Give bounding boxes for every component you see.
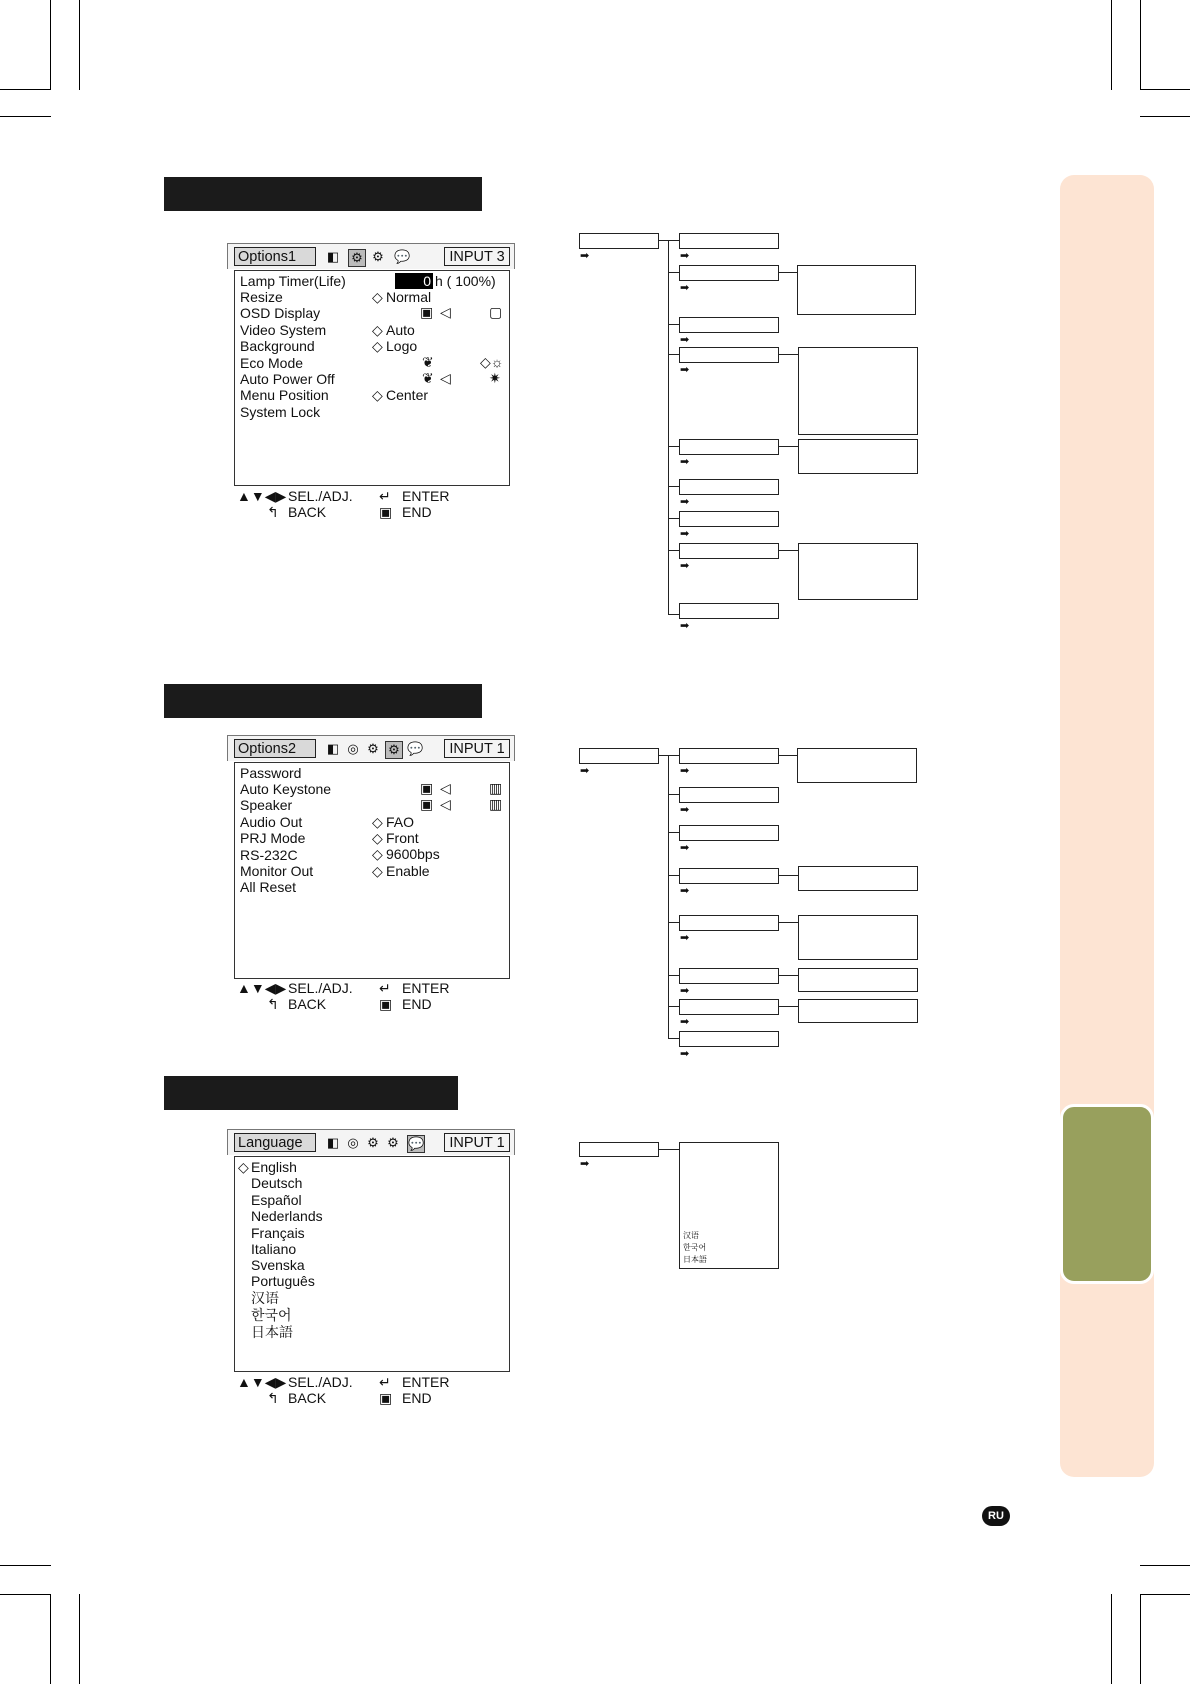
- language-option[interactable]: 한국어: [251, 1307, 292, 1323]
- menu-item-system-lock[interactable]: System Lock: [240, 404, 321, 420]
- sel-adj-label: SEL./ADJ.: [288, 488, 353, 504]
- input-indicator: INPUT 1: [444, 739, 510, 758]
- arrow-icon: ➡: [580, 1158, 590, 1170]
- tree-connector: [668, 324, 679, 325]
- tree-item-box: [679, 233, 779, 249]
- lamp-standard-icon: ◇☼: [480, 354, 504, 370]
- back-icon: ↰: [267, 1390, 279, 1406]
- tree-item-box: [679, 915, 779, 931]
- language-badge: RU: [982, 1506, 1010, 1526]
- tree-connector: [668, 272, 679, 273]
- language-option[interactable]: Nederlands: [251, 1208, 323, 1224]
- arrow-icon: ➡: [680, 496, 690, 508]
- selector-arrow-icon: ◇: [372, 814, 383, 830]
- input-indicator: INPUT 3: [444, 247, 510, 266]
- back-icon: ↰: [267, 996, 279, 1012]
- tree-connector: [668, 614, 679, 615]
- tree-options-box: [798, 915, 918, 960]
- tree-connector: [668, 1006, 679, 1007]
- enter-icon: ↵: [379, 980, 391, 996]
- tree-item-box: [679, 748, 779, 764]
- tree-connector: [668, 794, 679, 795]
- language-option[interactable]: 日本語: [251, 1324, 293, 1340]
- sel-adj-label: SEL./ADJ.: [288, 1374, 353, 1390]
- on-icon: ▣: [420, 780, 434, 796]
- menu-item-lamp-timer[interactable]: Lamp Timer(Life): [240, 273, 346, 289]
- section-header-band: [164, 177, 482, 211]
- osd-titlebar: [227, 735, 515, 761]
- tree-connector: [779, 875, 798, 876]
- tree-item-box: [679, 868, 779, 884]
- menu-item-background[interactable]: Background: [240, 338, 315, 354]
- lamp-counter: 0: [395, 273, 433, 289]
- tree-options-box: [797, 265, 916, 315]
- crop-mark: [0, 89, 51, 90]
- nav-arrows-icon: ▲▼◀▶: [237, 488, 287, 504]
- tree-connector: [668, 1038, 679, 1039]
- options1-icon[interactable]: ⚙: [367, 741, 379, 756]
- tree-item-box: [679, 317, 779, 333]
- back-label: BACK: [288, 504, 327, 520]
- crop-mark: [1140, 1565, 1190, 1566]
- menu-item-prj-mode[interactable]: PRJ Mode: [240, 830, 306, 846]
- tree-item-box: [679, 511, 779, 527]
- tab-language[interactable]: Language: [234, 1133, 316, 1152]
- arrow-icon: ➡: [680, 1016, 690, 1028]
- end-icon: ▣: [379, 504, 393, 520]
- crop-mark: [50, 1594, 51, 1684]
- arrow-icon: ➡: [680, 885, 690, 897]
- arrow-icon: ➡: [680, 1048, 690, 1060]
- menu-item-password[interactable]: Password: [240, 765, 302, 781]
- language-option[interactable]: Svenska: [251, 1257, 305, 1273]
- osd-language: [227, 1129, 515, 1409]
- crop-mark: [0, 116, 51, 117]
- off-icon: ▥: [489, 796, 503, 812]
- tab-options1[interactable]: Options1: [234, 247, 316, 266]
- tree-item-box: [679, 999, 779, 1015]
- tree-item-box: [679, 1031, 779, 1047]
- tree-options-box: [798, 347, 918, 435]
- selector-arrow-icon: ◇: [372, 289, 383, 305]
- enter-label: ENTER: [402, 980, 450, 996]
- lamp-life-value: h ( 100%): [435, 273, 496, 289]
- picture-icon[interactable]: ◧: [326, 249, 340, 264]
- osd-options1: [227, 243, 515, 523]
- tree-options-box: [798, 439, 918, 474]
- arrow-icon: ➡: [680, 765, 690, 777]
- arrow-icon: ➡: [680, 560, 690, 572]
- tree-connector: [779, 550, 798, 551]
- off-icon: ▥: [489, 780, 503, 796]
- language-icon[interactable]: 💬: [394, 249, 411, 264]
- tree-connector: [668, 755, 669, 1038]
- options1-icon[interactable]: ⚙: [367, 1135, 379, 1150]
- image-adjust-icon[interactable]: ◎: [347, 741, 359, 756]
- menu-item-all-reset[interactable]: All Reset: [240, 879, 297, 895]
- osd-item-panel: [234, 270, 510, 486]
- tree-connector: [668, 755, 679, 756]
- eco-leaf-icon: ❦: [422, 354, 434, 370]
- picture-icon[interactable]: ◧: [326, 1135, 340, 1150]
- selector-arrow-icon: ◁: [440, 370, 451, 386]
- selector-arrow-icon: ◇: [372, 863, 383, 879]
- selector-arrow-icon: ◇: [238, 1159, 249, 1175]
- tree-root-box: [579, 748, 659, 764]
- enter-label: ENTER: [402, 488, 450, 504]
- enter-label: ENTER: [402, 1374, 450, 1390]
- back-icon: ↰: [267, 504, 279, 520]
- tree-connector: [668, 240, 669, 615]
- tree-connector: [779, 975, 798, 976]
- crop-mark: [1140, 1594, 1190, 1595]
- tree-connector: [659, 1149, 679, 1150]
- tree-item-box: [679, 825, 779, 841]
- tree-connector: [779, 272, 797, 273]
- tree-connector: [779, 446, 798, 447]
- tree-language-list-box: [679, 1142, 779, 1269]
- arrow-icon: ➡: [680, 282, 690, 294]
- nav-arrows-icon: ▲▼◀▶: [237, 980, 287, 996]
- selector-arrow-icon: ◁: [440, 780, 451, 796]
- tree-root-box: [579, 233, 659, 249]
- selector-arrow-icon: ◇: [372, 846, 383, 862]
- arrow-icon: ➡: [680, 334, 690, 346]
- crop-mark: [0, 1565, 51, 1566]
- tree-connector: [668, 922, 679, 923]
- menu-item-video-system[interactable]: Video System: [240, 322, 327, 338]
- tree-connector: [779, 922, 798, 923]
- tree-options-box: [798, 866, 918, 891]
- language-option[interactable]: Português: [251, 1273, 315, 1289]
- menu-item-resize[interactable]: Resize: [240, 289, 283, 305]
- arrow-icon: ➡: [680, 842, 690, 854]
- language-icon[interactable]: 💬: [407, 741, 424, 756]
- tree-item-box: [679, 543, 779, 559]
- section-header-band: [164, 1076, 458, 1110]
- prj-mode-value: Front: [386, 830, 419, 846]
- sel-adj-label: SEL./ADJ.: [288, 980, 353, 996]
- crop-mark: [0, 1594, 51, 1595]
- options2-icon[interactable]: ⚙: [385, 741, 403, 759]
- video-system-value: Auto: [386, 322, 415, 338]
- osd-item-panel: [234, 762, 510, 979]
- tree-item-box: [679, 603, 779, 619]
- back-label: BACK: [288, 1390, 327, 1406]
- resize-value: Normal: [386, 289, 432, 305]
- tree-item-box: [679, 265, 779, 281]
- menu-item-speaker[interactable]: Speaker: [240, 797, 293, 813]
- tab-options2[interactable]: Options2: [234, 739, 316, 758]
- selector-arrow-icon: ◁: [440, 796, 451, 812]
- tree-options-box: [798, 543, 918, 600]
- audio-out-value: FAO: [386, 814, 415, 830]
- selector-arrow-icon: ◇: [372, 338, 383, 354]
- arrow-icon: ➡: [680, 985, 690, 997]
- arrow-icon: ➡: [680, 932, 690, 944]
- tree-connector: [668, 240, 679, 241]
- menu-item-audio-out[interactable]: Audio Out: [240, 814, 303, 830]
- tree-item-box: [679, 968, 779, 984]
- crop-mark: [1140, 116, 1190, 117]
- menu-item-rs232c[interactable]: RS-232C: [240, 847, 298, 863]
- input-indicator: INPUT 1: [444, 1133, 510, 1152]
- end-icon: ▣: [379, 1390, 393, 1406]
- monitor-out-value: Enable: [386, 863, 430, 879]
- enter-icon: ↵: [379, 1374, 391, 1390]
- section-header-band: [164, 684, 482, 718]
- tree-connector: [779, 354, 798, 355]
- tree-connector: [779, 1006, 798, 1007]
- language-option[interactable]: Deutsch: [251, 1175, 303, 1191]
- tree-language-option: 汉语: [683, 1231, 699, 1240]
- crop-mark: [1140, 89, 1190, 90]
- tree-connector: [779, 755, 797, 756]
- tree-item-box: [679, 479, 779, 495]
- tree-root-box: [579, 1142, 659, 1157]
- arrow-icon: ➡: [580, 765, 590, 777]
- osd-off-icon: ▢: [489, 304, 503, 320]
- tree-options-box: [797, 748, 917, 783]
- end-label: END: [402, 504, 432, 520]
- back-label: BACK: [288, 996, 327, 1012]
- tree-connector: [668, 975, 679, 976]
- osd-item-panel: [234, 1156, 510, 1372]
- background-value: Logo: [386, 338, 418, 354]
- tree-connector: [668, 875, 679, 876]
- on-icon: ▣: [420, 796, 434, 812]
- tree-connector: [668, 486, 679, 487]
- menu-item-eco-mode[interactable]: Eco Mode: [240, 355, 304, 371]
- language-option[interactable]: Français: [251, 1225, 305, 1241]
- arrow-icon: ➡: [680, 620, 690, 632]
- language-option[interactable]: 汉语: [251, 1290, 279, 1306]
- tree-connector: [668, 354, 679, 355]
- menu-item-monitor-out[interactable]: Monitor Out: [240, 863, 314, 879]
- osd-options2: [227, 735, 515, 1015]
- tree-language-option: 日本語: [683, 1255, 707, 1264]
- rs232c-value: 9600bps: [386, 846, 440, 862]
- arrow-icon: ➡: [680, 528, 690, 540]
- selector-arrow-icon: ◁: [440, 304, 451, 320]
- tree-connector: [668, 832, 679, 833]
- tree-item-box: [679, 787, 779, 803]
- eco-leaf-icon: ❦: [422, 370, 434, 386]
- osd-on-icon: ▣: [420, 304, 434, 320]
- crop-mark: [79, 1594, 80, 1684]
- tree-connector: [668, 446, 679, 447]
- options2-icon[interactable]: ⚙: [387, 1135, 399, 1150]
- menu-item-auto-power-off[interactable]: Auto Power Off: [240, 371, 335, 387]
- tree-connector: [668, 518, 679, 519]
- crop-mark: [79, 0, 80, 90]
- end-icon: ▣: [379, 996, 393, 1012]
- arrow-icon: ➡: [680, 456, 690, 468]
- selector-arrow-icon: ◇: [372, 387, 383, 403]
- language-option[interactable]: Español: [251, 1192, 302, 1208]
- tree-language-option: 한국어: [683, 1243, 707, 1252]
- menu-item-osd-display[interactable]: OSD Display: [240, 305, 321, 321]
- options2-icon[interactable]: ⚙: [372, 249, 384, 264]
- tree-item-box: [679, 347, 779, 363]
- tree-item-box: [679, 439, 779, 455]
- crop-mark: [1140, 0, 1141, 90]
- selector-arrow-icon: ◇: [372, 830, 383, 846]
- arrow-icon: ➡: [680, 364, 690, 376]
- language-option[interactable]: Italiano: [251, 1241, 297, 1257]
- tree-options-box: [798, 968, 918, 992]
- arrow-icon: ➡: [680, 804, 690, 816]
- menu-position-value: Center: [386, 387, 429, 403]
- end-label: END: [402, 996, 432, 1012]
- osd-titlebar: [227, 1129, 515, 1155]
- arrow-icon: ➡: [580, 250, 590, 262]
- menu-item-menu-position[interactable]: Menu Position: [240, 387, 329, 403]
- nav-arrows-icon: ▲▼◀▶: [237, 1374, 287, 1390]
- language-option[interactable]: English: [251, 1159, 297, 1175]
- crop-mark: [50, 0, 51, 90]
- tree-options-box: [798, 999, 918, 1023]
- options1-icon[interactable]: ⚙: [348, 249, 366, 267]
- crop-mark: [1111, 0, 1112, 90]
- language-icon[interactable]: 💬: [408, 1136, 425, 1151]
- side-tab-active: [1060, 1104, 1154, 1284]
- image-adjust-icon[interactable]: ◎: [347, 1135, 359, 1150]
- picture-icon[interactable]: ◧: [326, 741, 340, 756]
- menu-item-auto-keystone[interactable]: Auto Keystone: [240, 781, 332, 797]
- arrow-icon: ➡: [680, 250, 690, 262]
- crop-mark: [1111, 1594, 1112, 1684]
- selector-arrow-icon: ◇: [372, 322, 383, 338]
- enter-icon: ↵: [379, 488, 391, 504]
- osd-titlebar: [227, 243, 515, 269]
- power-off-icon: ✷: [489, 370, 501, 386]
- crop-mark: [1140, 1594, 1141, 1684]
- end-label: END: [402, 1390, 432, 1406]
- tree-connector: [668, 550, 679, 551]
